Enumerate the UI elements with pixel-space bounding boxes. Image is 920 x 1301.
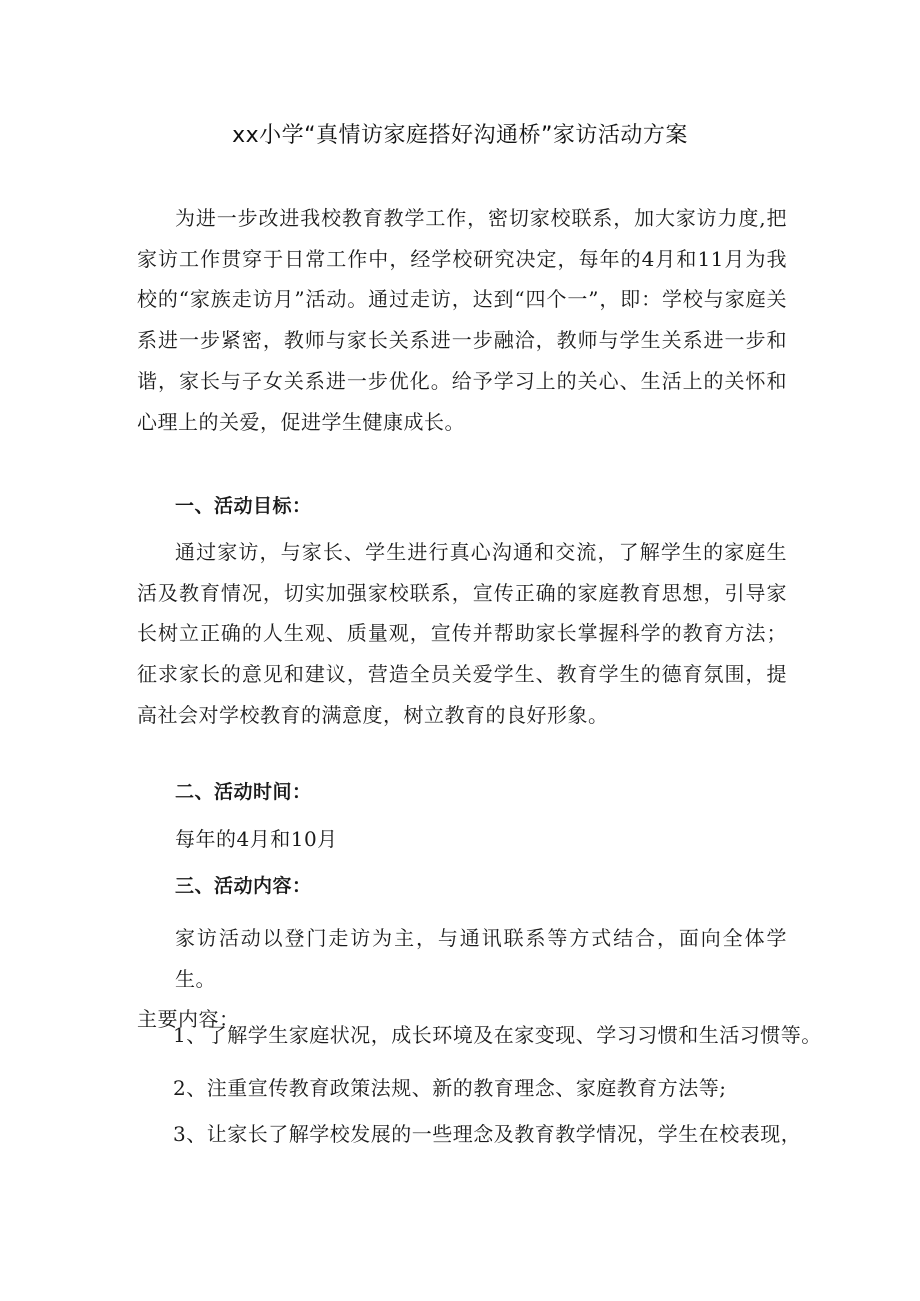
section-2-paragraph: 每年的4月和10月 xyxy=(175,827,338,851)
list-item: 2、注重宣传教育政策法规、新的教育理念、家庭教育方法等; xyxy=(173,1076,727,1100)
section-2-body xyxy=(137,819,787,860)
section-1-body xyxy=(137,532,787,736)
section-3 xyxy=(137,866,787,907)
section-3-heading: 三、活动内容： xyxy=(175,875,312,897)
section-2 xyxy=(137,772,787,813)
intro-block xyxy=(137,198,787,442)
section-3-paragraph-line1: 家访活动以登门走访为主，与通讯联系等方式结合，面向全体学生。 xyxy=(175,926,787,991)
section-2-heading: 二、活动时间： xyxy=(175,781,312,803)
section-3-item-1-block xyxy=(137,1015,822,1056)
section-1 xyxy=(137,486,787,527)
list-item: 1、了解学生家庭状况，成长环境及在家变现、学习习惯和生活习惯等。 xyxy=(173,1023,822,1047)
section-1-paragraph: 通过家访，与家长、学生进行真心沟通和交流，了解学生的家庭生活及教育情况，切实加强家校联系，宣传正确的家庭教育思想，引导家长树立正确的人生观、质量观，宣传并帮助家长掌握科学的教育方法；征求家长的意见和建议，营造全员关爱学生、教育学生的德育氛围，提高社会对学校教育的满意度，树立教育的良好形象。 xyxy=(137,540,787,727)
section-3-item-3-block xyxy=(137,1114,802,1155)
intro-paragraph: 为进一步改进我校教育教学工作，密切家校联系，加大家访力度,把家访工作贯穿于日常工作中，经学校研究决定，每年的4月和11月为我校的“家族走访月”活动。通过走访，达到“四个一”，即：学校与家庭关系进一步紧密，教师与家长关系进一步融洽，教师与学生关系进一步和谐，家长与子女关系进一步优化。给予学习上的关心、生活上的关怀和心理上的关爱，促进学生健康成长。 xyxy=(137,206,787,434)
section-3-paragraph-line2: 主要内容： xyxy=(137,1007,240,1032)
list-item: 3、让家长了解学校发展的一些理念及教育教学情况，学生在校表现， xyxy=(173,1122,802,1146)
section-1-heading: 一、活动目标： xyxy=(175,495,312,517)
section-3-item-2-block xyxy=(137,1068,787,1109)
document-title: xx小学“真情访家庭搭好沟通桥”家访活动方案 xyxy=(232,123,688,148)
